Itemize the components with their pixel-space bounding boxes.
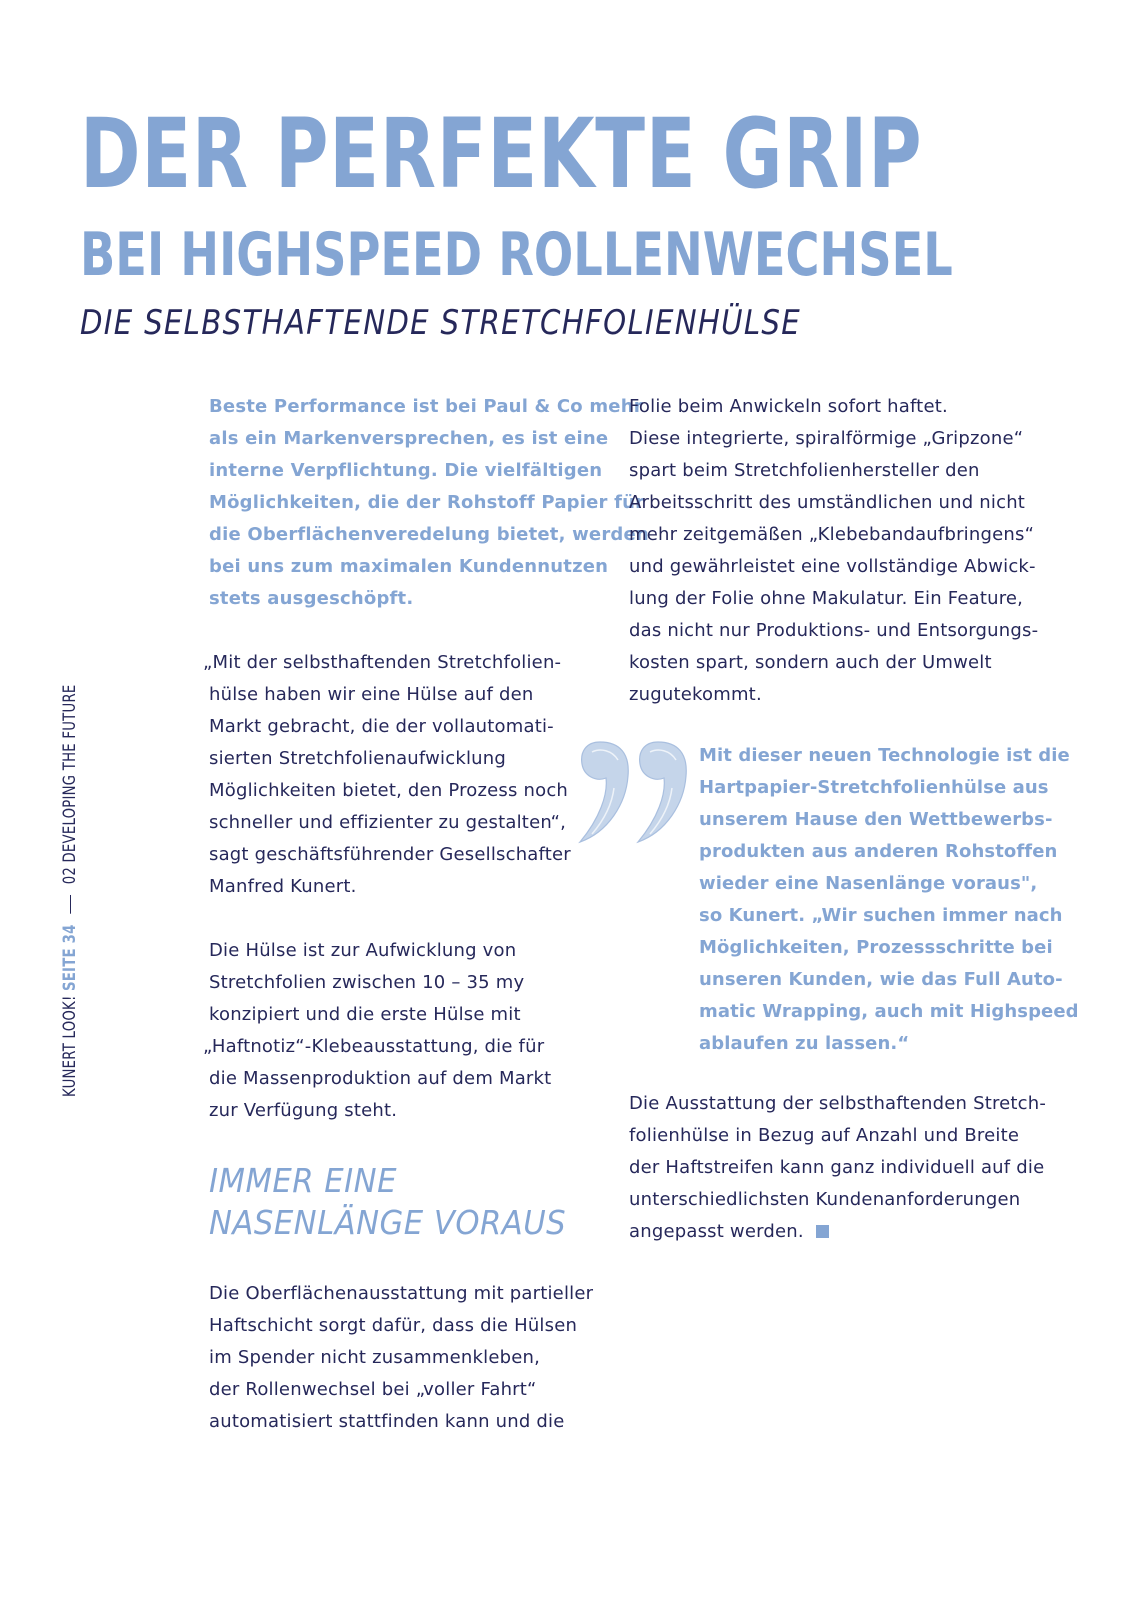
body-line: im Spender nicht zusammenkleben,	[209, 1347, 541, 1368]
lead-line: interne Verpflichtung. Die vielfältigen	[209, 460, 603, 481]
body-line: zugutekommt.	[629, 684, 762, 705]
page-title-line2: BEI HIGHSPEED ROLLENWECHSEL	[80, 220, 953, 290]
text-column-2-continued	[629, 1088, 1046, 1248]
body-line: automatisiert stattfinden kann und die	[209, 1411, 565, 1432]
body-line: sagt geschäftsführender Gesellschafter	[209, 844, 571, 865]
body-line: kosten spart, sondern auch der Umwelt	[629, 652, 992, 673]
end-of-article-square-icon	[816, 1225, 829, 1238]
body-line: „Mit der selbsthaftenden Stretchfolien-	[203, 652, 562, 673]
body-line: sierten Stretchfolienaufwicklung	[209, 748, 507, 769]
closing-quote-mark-icon	[578, 738, 690, 846]
body-line: schneller und effizienter zu gestalten“,	[209, 812, 567, 833]
quote-line: Hartpapier-Stretchfolienhülse aus	[699, 777, 1049, 798]
text-column-1-continued	[209, 1278, 593, 1438]
lead-line: Beste Performance ist bei Paul & Co mehr	[209, 396, 643, 417]
section-heading-line1: IMMER EINE	[209, 1161, 397, 1200]
body-line: Die Ausstattung der selbsthaftenden Stretch-	[629, 1093, 1047, 1114]
body-line-last	[629, 1216, 1046, 1248]
quote-line: Möglichkeiten, Prozessschritte bei	[699, 937, 1053, 958]
quote-line: produkten aus anderen Rohstoffen	[699, 841, 1058, 862]
quote-line: matic Wrapping, auch mit Highspeed	[699, 1001, 1079, 1022]
quote-line: Mit dieser neuen Technologie ist die	[699, 745, 1070, 766]
lead-line: stets ausgeschöpft.	[209, 588, 414, 609]
body-line: „Haftnotiz“-Klebeausstattung, die für	[203, 1036, 545, 1057]
body-line-text: angepasst werden.	[629, 1221, 804, 1242]
page-number: SEITE 34	[60, 924, 80, 992]
body-line: hülse haben wir eine Hülse auf den	[209, 684, 534, 705]
lead-line: bei uns zum maximalen Kundennutzen	[209, 556, 609, 577]
body-line: mehr zeitgemäßen „Klebebandaufbringens“	[629, 524, 1035, 545]
body-line: Arbeitsschritt des umständlichen und nicht	[629, 492, 1026, 513]
body-line: Stretchfolien zwischen 10 – 35 my	[209, 972, 525, 993]
quote-line: wieder eine Nasenlänge voraus",	[699, 873, 1038, 894]
body-line: spart beim Stretchfolienhersteller den	[629, 460, 980, 481]
body-line: konzipiert und die erste Hülse mit	[209, 1004, 521, 1025]
body-line: die Massenproduktion auf dem Markt	[209, 1068, 552, 1089]
body-line: unterschiedlichsten Kundenanforderungen	[629, 1189, 1021, 1210]
magazine-name: KUNERT LOOK!	[60, 995, 80, 1097]
body-line: der Rollenwechsel bei „voller Fahrt“	[209, 1379, 537, 1400]
lead-line: Möglichkeiten, die der Rohstoff Papier für	[209, 492, 645, 513]
running-footer	[58, 684, 82, 1097]
body-line: Haftschicht sorgt dafür, dass die Hülsen	[209, 1315, 578, 1336]
quote-line: unseren Kunden, wie das Full Auto-	[699, 969, 1063, 990]
body-line: Möglichkeiten bietet, den Prozess noch	[209, 780, 569, 801]
lead-line: als ein Markenversprechen, es ist eine	[209, 428, 609, 449]
lead-line: die Oberflächenveredelung bietet, werden	[209, 524, 649, 545]
quote-line: unserem Hause den Wettbewerbs-	[699, 809, 1053, 830]
body-line: Markt gebracht, die der vollautomati-	[209, 716, 554, 737]
body-line: lung der Folie ohne Makulatur. Ein Feature,	[629, 588, 1024, 609]
body-line: Folie beim Anwickeln sofort haftet.	[629, 396, 948, 417]
body-line: Diese integrierte, spiralförmige „Gripzone“	[629, 428, 1024, 449]
body-line: Manfred Kunert.	[209, 876, 357, 897]
body-line: das nicht nur Produktions- und Entsorgungs-	[629, 620, 1039, 641]
body-line: Die Hülse ist zur Aufwicklung von	[209, 940, 517, 961]
body-line: zur Verfügung steht.	[209, 1100, 398, 1121]
section-heading-line2: NASENLÄNGE VORAUS	[209, 1203, 567, 1242]
section-name: 02 DEVELOPING THE FUTURE	[60, 684, 80, 885]
quote-line: ablaufen zu lassen.“	[699, 1033, 910, 1054]
body-line: Die Oberflächenausstattung mit partieller	[209, 1283, 594, 1304]
page-title: DER PERFEKTE GRIP	[80, 98, 923, 210]
footer-divider	[70, 895, 71, 914]
page-subtitle: DIE SELBSTHAFTENDE STRETCHFOLIENHÜLSE	[80, 303, 802, 343]
quote-line: so Kunert. „Wir suchen immer nach	[699, 905, 1063, 926]
text-column-2	[629, 391, 1038, 711]
pull-quote	[699, 740, 1079, 1060]
body-line: und gewährleistet eine vollständige Abwick-	[629, 556, 1036, 577]
body-line: folienhülse in Bezug auf Anzahl und Breite	[629, 1125, 1020, 1146]
body-line: der Haftstreifen kann ganz individuell auf die	[629, 1157, 1045, 1178]
section-heading	[209, 1160, 566, 1244]
